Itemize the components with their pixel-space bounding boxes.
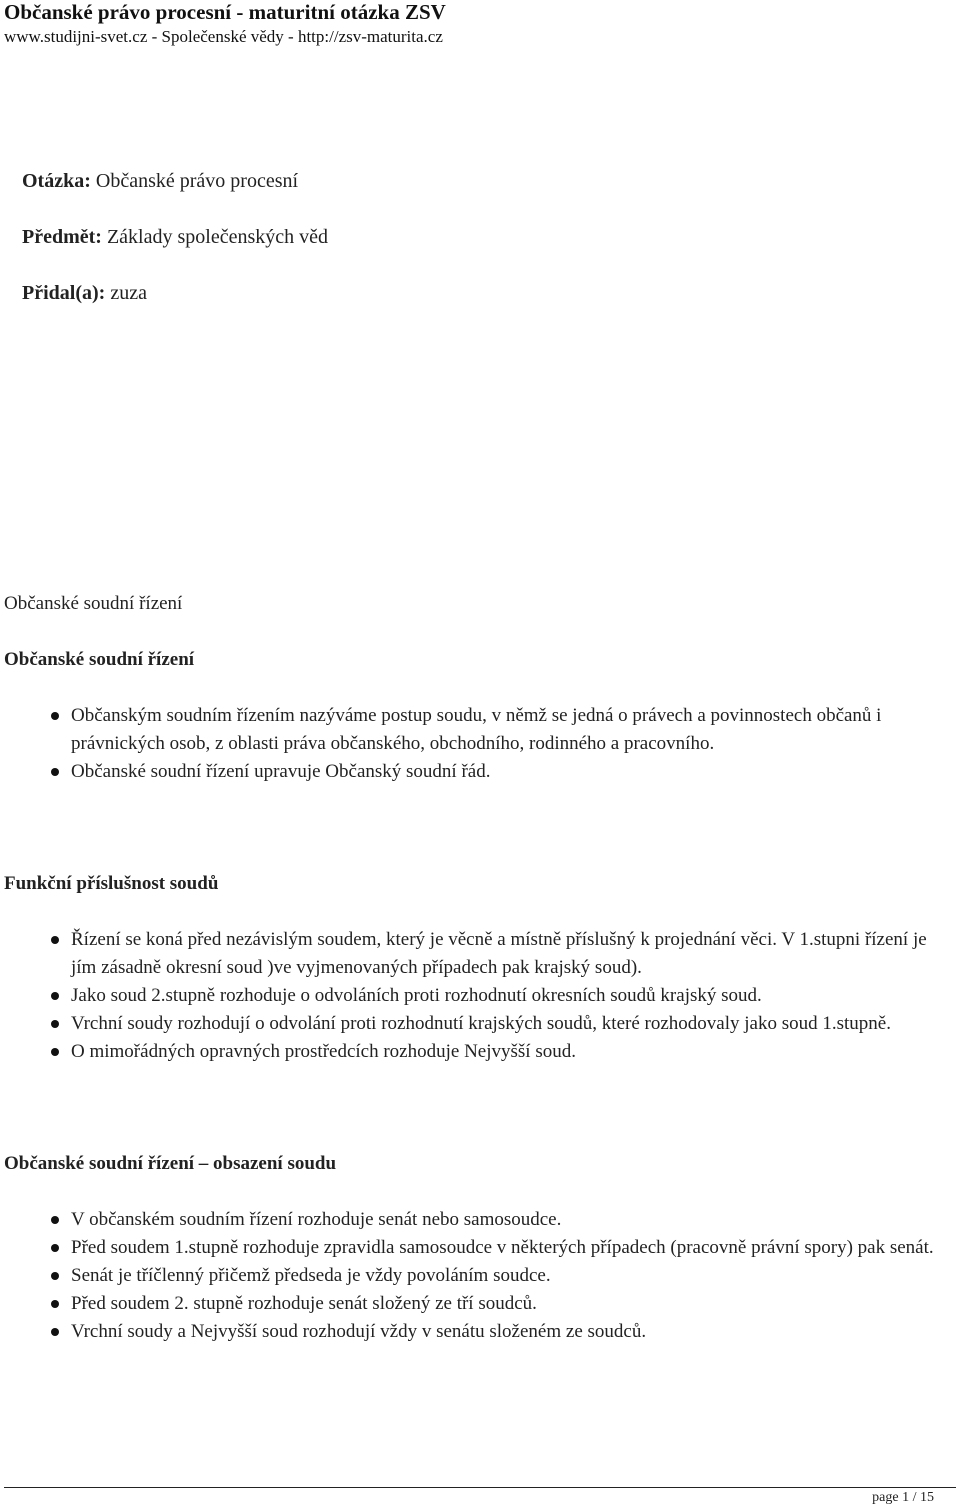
list-item: Před soudem 2. stupně rozhoduje senát složený ze tří soudců. (4, 1290, 956, 1318)
bullet-icon (51, 1020, 59, 1028)
bullet-icon (51, 936, 59, 944)
bullet-icon (51, 768, 59, 776)
question-value: Občanské právo procesní (95, 170, 299, 192)
plain-heading: Občanské soudní řízení (4, 593, 183, 614)
subject-label: Předmět: (22, 226, 102, 248)
list-item: Senát je tříčlenný přičemž předseda je vždy povoláním soudce. (4, 1262, 956, 1290)
section-heading: Občanské soudní řízení – obsazení soudu (4, 1153, 337, 1174)
question-row (22, 170, 328, 198)
subject-value: Základy společenských věd (106, 226, 328, 248)
list-item: Jako soud 2.stupně rozhoduje o odvoláních proti rozhodnutí okresních soudů krajský soud. (4, 982, 956, 1010)
list-item: Vrchní soudy a Nejvyšší soud rozhodují vždy v senátu složeném ze soudců. (4, 1318, 956, 1346)
document-subtitle: www.studijni-svet.cz - Společenské vědy - http://zsv-maturita.cz (4, 27, 443, 46)
subject-row (22, 226, 328, 254)
section-heading: Funkční příslušnost soudů (4, 873, 219, 894)
author-label: Přidal(a): (22, 282, 106, 304)
document-title: Občanské právo procesní - maturitní otázka ZSV (4, 0, 446, 24)
bullet-icon (51, 712, 59, 720)
page-number: page 1 / 15 (872, 1490, 934, 1505)
document-body (4, 590, 956, 1346)
page-header (4, 0, 446, 48)
author-value: zuza (110, 282, 147, 304)
bullet-icon (51, 1048, 59, 1056)
author-row (22, 282, 328, 310)
list-item: Občanské soudní řízení upravuje Občanský soudní řád. (4, 758, 956, 786)
bullet-icon (51, 1272, 59, 1280)
list-item: Občanským soudním řízením nazýváme postup soudu, v němž se jedná o právech a povinnostech občanů i právnických osob, z oblasti práva občanského, obchodního, rodinného a pracovního. (4, 702, 956, 758)
list-item: O mimořádných opravných prostředcích rozhoduje Nejvyšší soud. (4, 1038, 956, 1066)
footer-divider (4, 1487, 956, 1488)
bullet-list (4, 926, 956, 1066)
section-heading: Občanské soudní řízení (4, 649, 195, 670)
bullet-icon (51, 1216, 59, 1224)
bullet-icon (51, 1300, 59, 1308)
list-item: V občanském soudním řízení rozhoduje senát nebo samosoudce. (4, 1206, 956, 1234)
question-label: Otázka: (22, 170, 91, 192)
bullet-list (4, 702, 956, 786)
list-item: Vrchní soudy rozhodují o odvolání proti rozhodnutí krajských soudů, které rozhodovaly jako soud 1.stupně. (4, 1010, 956, 1038)
bullet-icon (51, 1244, 59, 1252)
question-meta (22, 170, 328, 338)
list-item: Před soudem 1.stupně rozhoduje zpravidla samosoudce v některých případech (pracovně právní spory) pak senát. (4, 1234, 956, 1262)
list-item: Řízení se koná před nezávislým soudem, který je věcně a místně příslušný k projednání věci. V 1.stupni řízení je jím zásadně okresní soud )ve vyjmenovaných případech pak krajský soud). (4, 926, 956, 982)
bullet-icon (51, 1328, 59, 1336)
bullet-list (4, 1206, 956, 1346)
bullet-icon (51, 992, 59, 1000)
